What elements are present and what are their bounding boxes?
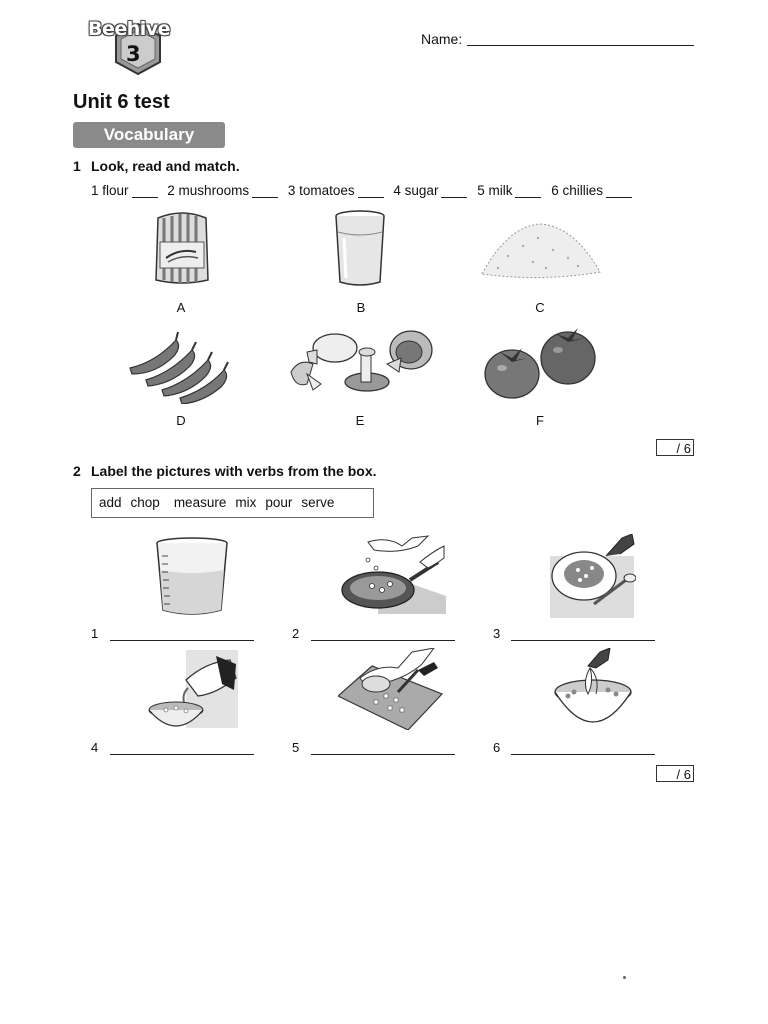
adding-to-pan-picture [338, 532, 446, 614]
name-field-line[interactable] [467, 45, 694, 46]
tomatoes-picture [482, 326, 598, 402]
q1-item: 5 milk [477, 183, 541, 198]
logo-text: Beehive [88, 18, 171, 40]
mixing-bowl-picture [552, 648, 634, 730]
word-box-item: measure [173, 495, 227, 510]
answer-line[interactable] [511, 640, 655, 641]
picture-number: 1 [91, 626, 99, 641]
sugar-pile-picture [478, 216, 604, 282]
q1-number: 1 [73, 158, 81, 174]
word-box [91, 488, 374, 518]
answer-line[interactable] [511, 754, 655, 755]
logo-level: 3 [126, 42, 141, 66]
word-box-item: pour [265, 495, 293, 510]
word-box-item: mix [235, 495, 257, 510]
serving-plate-picture [550, 534, 636, 618]
q1-item: 2 mushrooms [167, 183, 278, 198]
q1-items [91, 183, 638, 198]
answer-blank[interactable] [358, 185, 384, 198]
answer-line[interactable] [110, 640, 254, 641]
picture-number: 2 [292, 626, 300, 641]
picture-number: 3 [493, 626, 501, 641]
word-box-item: chop [130, 495, 160, 510]
page-dot [623, 976, 626, 979]
q1-item: 1 flour [91, 183, 158, 198]
chopping-board-picture [338, 648, 444, 730]
q1-heading [73, 158, 240, 174]
flour-bag-picture [150, 208, 214, 288]
mushrooms-picture [287, 328, 435, 400]
answer-line[interactable] [110, 754, 254, 755]
pouring-into-bowl-picture [146, 650, 238, 730]
picture-letter: F [536, 413, 544, 428]
picture-number: 4 [91, 740, 99, 755]
chillies-picture [126, 326, 236, 404]
measuring-glass-picture [154, 536, 230, 618]
picture-letter: A [176, 300, 186, 315]
answer-blank[interactable] [515, 185, 541, 198]
q1-item: 6 chillies [551, 183, 632, 198]
q2-heading [73, 463, 377, 479]
page-title: Unit 6 test [73, 91, 170, 113]
name-label: Name: [421, 31, 463, 47]
word-box-item: add [99, 495, 122, 510]
answer-blank[interactable] [132, 185, 158, 198]
q1-instruction: Look, read and match. [91, 158, 240, 174]
answer-line[interactable] [311, 754, 455, 755]
q1-item: 3 tomatoes [288, 183, 384, 198]
picture-number: 6 [493, 740, 501, 755]
picture-letter: E [355, 413, 365, 428]
answer-line[interactable] [311, 640, 455, 641]
answer-blank[interactable] [252, 185, 278, 198]
q2-score-box: / 6 [656, 765, 694, 782]
q1-score-box: / 6 [656, 439, 694, 456]
q2-instruction: Label the pictures with verbs from the box. [91, 463, 377, 479]
answer-blank[interactable] [441, 185, 467, 198]
word-box-item: serve [301, 495, 335, 510]
q1-item: 4 sugar [393, 183, 467, 198]
picture-letter: B [356, 300, 366, 315]
section-banner: Vocabulary [73, 122, 225, 148]
picture-letter: C [535, 300, 545, 315]
picture-number: 5 [292, 740, 300, 755]
glass-of-milk-picture [332, 208, 388, 290]
picture-letter: D [176, 413, 186, 428]
q2-number: 2 [73, 463, 81, 479]
answer-blank[interactable] [606, 185, 632, 198]
